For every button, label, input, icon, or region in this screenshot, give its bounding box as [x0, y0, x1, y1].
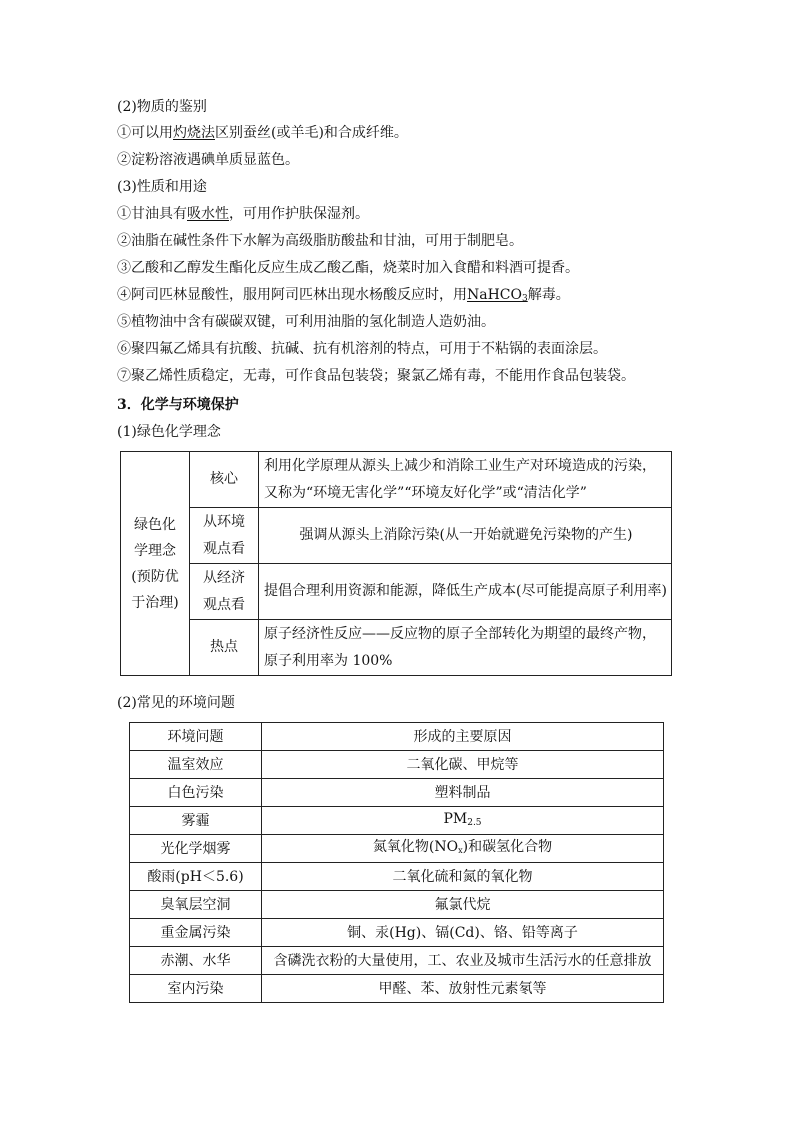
table-row: [130, 975, 664, 1003]
paragraph-aspirin: [117, 286, 570, 308]
formula-subscript: 3: [522, 294, 528, 304]
key-line: 观点看: [203, 540, 245, 557]
column-header-problem: 环境问题: [130, 723, 262, 751]
cause-cell: 二氧化碳、甲烷等: [262, 751, 664, 779]
value-cell-environment-view: 强调从源头上消除污染(从一开始就避免污染物的产生): [259, 508, 672, 564]
key-cell-environment-view: [190, 508, 259, 564]
environment-problems-table: [129, 722, 664, 1003]
key-line: 观点看: [203, 596, 245, 613]
cause-cell: 甲醛、苯、放射性元素氡等: [262, 975, 664, 1003]
key-line: 从经济: [203, 569, 245, 586]
green-chemistry-label-cell: [121, 452, 190, 676]
cause-text: PM: [443, 810, 468, 827]
subheading-green-chemistry: (1)绿色化学理念: [117, 424, 221, 440]
cause-cell: 氟氯代烷: [262, 891, 664, 919]
problem-cell: 温室效应: [130, 751, 262, 779]
paragraph-starch-iodine: ②淀粉溶液遇碘单质显蓝色。: [117, 152, 299, 168]
cause-cell: 二氧化硫和氮的氧化物: [262, 863, 664, 891]
text-fragment: 区别蚕丝(或羊毛)和合成纤维。: [215, 125, 408, 141]
key-cell-hotspot: [190, 620, 259, 676]
key-cell-economy-view: [190, 564, 259, 620]
key-line: 热点: [210, 639, 238, 655]
paragraph-soap: ②油脂在碱性条件下水解为高级脂肪酸盐和甘油，可用于制肥皂。: [117, 233, 523, 249]
key-cell-core: [190, 452, 259, 508]
problem-cell: 臭氧层空洞: [130, 891, 262, 919]
problem-cell: 光化学烟雾: [130, 835, 262, 863]
paragraph-silk-identification: [117, 124, 408, 142]
part-heading-environment: 3．化学与环境保护: [117, 397, 239, 413]
label-line: 于治理): [131, 594, 179, 611]
cause-subscript: 2.5: [467, 817, 482, 828]
problem-cell: 白色污染: [130, 779, 262, 807]
paragraph-hydrogenation: ⑤植物油中含有碳碳双键，可利用油脂的氢化制造人造奶油。: [117, 314, 495, 330]
cause-cell: 塑料制品: [262, 779, 664, 807]
table-row: [130, 807, 664, 835]
paragraph-ptfe: ⑥聚四氟乙烯具有抗酸、抗碱、抗有机溶剂的特点，可用于不粘锅的表面涂层。: [117, 341, 607, 357]
value-cell-core: 利用化学原理从源头上减少和消除工业生产对环境造成的污染，又称为“环境无害化学”“环境友好化学”或“清洁化学”: [259, 452, 672, 508]
column-header-cause: 形成的主要原因: [262, 723, 664, 751]
label-line: (预防优: [131, 568, 179, 585]
section-heading-properties-uses: (3)性质和用途: [117, 179, 207, 195]
paragraph-polyethylene: ⑦聚乙烯性质稳定，无毒，可作食品包装袋；聚氯乙烯有毒，不能用作食品包装袋。: [117, 368, 635, 384]
subheading-environment-problems: (2)常见的环境问题: [117, 695, 235, 711]
key-line: 核心: [210, 471, 238, 487]
formula-nahco3: [467, 287, 528, 303]
text-fragment: ④阿司匹林显酸性，服用阿司匹林出现水杨酸反应时，用: [117, 287, 467, 303]
cause-cell: 含磷洗衣粉的大量使用，工、农业及城市生活污水的任意排放: [262, 947, 664, 975]
paragraph-esterification: ③乙酸和乙醇发生酯化反应生成乙酸乙酯，烧菜时加入食醋和料酒可提香。: [117, 260, 579, 276]
table-row: [130, 947, 664, 975]
cause-cell: [262, 807, 664, 835]
section-heading-identification: (2)物质的鉴别: [117, 99, 207, 115]
problem-cell: 赤潮、水华: [130, 947, 262, 975]
table-row: [121, 620, 672, 676]
table-row: [130, 919, 664, 947]
table-row: [130, 751, 664, 779]
table-row: [130, 863, 664, 891]
cause-text: 氮氧化物(NO: [372, 838, 459, 855]
table-header-row: [130, 723, 664, 751]
underlined-term: 灼烧法: [173, 125, 215, 141]
table-row: [121, 452, 672, 508]
table-row: [121, 508, 672, 564]
underlined-term: 吸水性: [187, 206, 229, 222]
text-fragment: ，可用作护肤保湿剂。: [229, 206, 369, 222]
cause-subscript: x: [458, 845, 463, 855]
paragraph-glycerol: [117, 205, 369, 223]
table-row: [130, 779, 664, 807]
label-line: 学理念: [134, 542, 176, 559]
problem-cell: 雾霾: [130, 807, 262, 835]
value-cell-economy-view: 提倡合理利用资源和能源，降低生产成本(尽可能提高原子利用率): [259, 564, 672, 620]
problem-cell: 室内污染: [130, 975, 262, 1003]
text-fragment: 解毒。: [527, 287, 570, 303]
cause-text: )和碳氢化合物: [462, 838, 553, 855]
label-line: 绿色化: [134, 516, 176, 533]
formula-text: NaHCO: [467, 287, 522, 303]
cause-cell: 铜、汞(Hg)、镉(Cd)、铬、铅等离子: [262, 919, 664, 947]
value-cell-hotspot: 原子经济性反应——反应物的原子全部转化为期望的最终产物，原子利用率为 100%: [259, 620, 672, 676]
text-fragment: ①可以用: [117, 125, 173, 141]
cause-cell: [262, 835, 664, 863]
green-chemistry-table: [120, 451, 672, 676]
table-row: [121, 564, 672, 620]
table-row: [130, 891, 664, 919]
key-line: 从环境: [203, 513, 245, 530]
problem-cell: 重金属污染: [130, 919, 262, 947]
table-row: [130, 835, 664, 863]
text-fragment: ①甘油具有: [117, 206, 187, 222]
problem-cell: 酸雨(pH＜5.6): [130, 863, 262, 891]
